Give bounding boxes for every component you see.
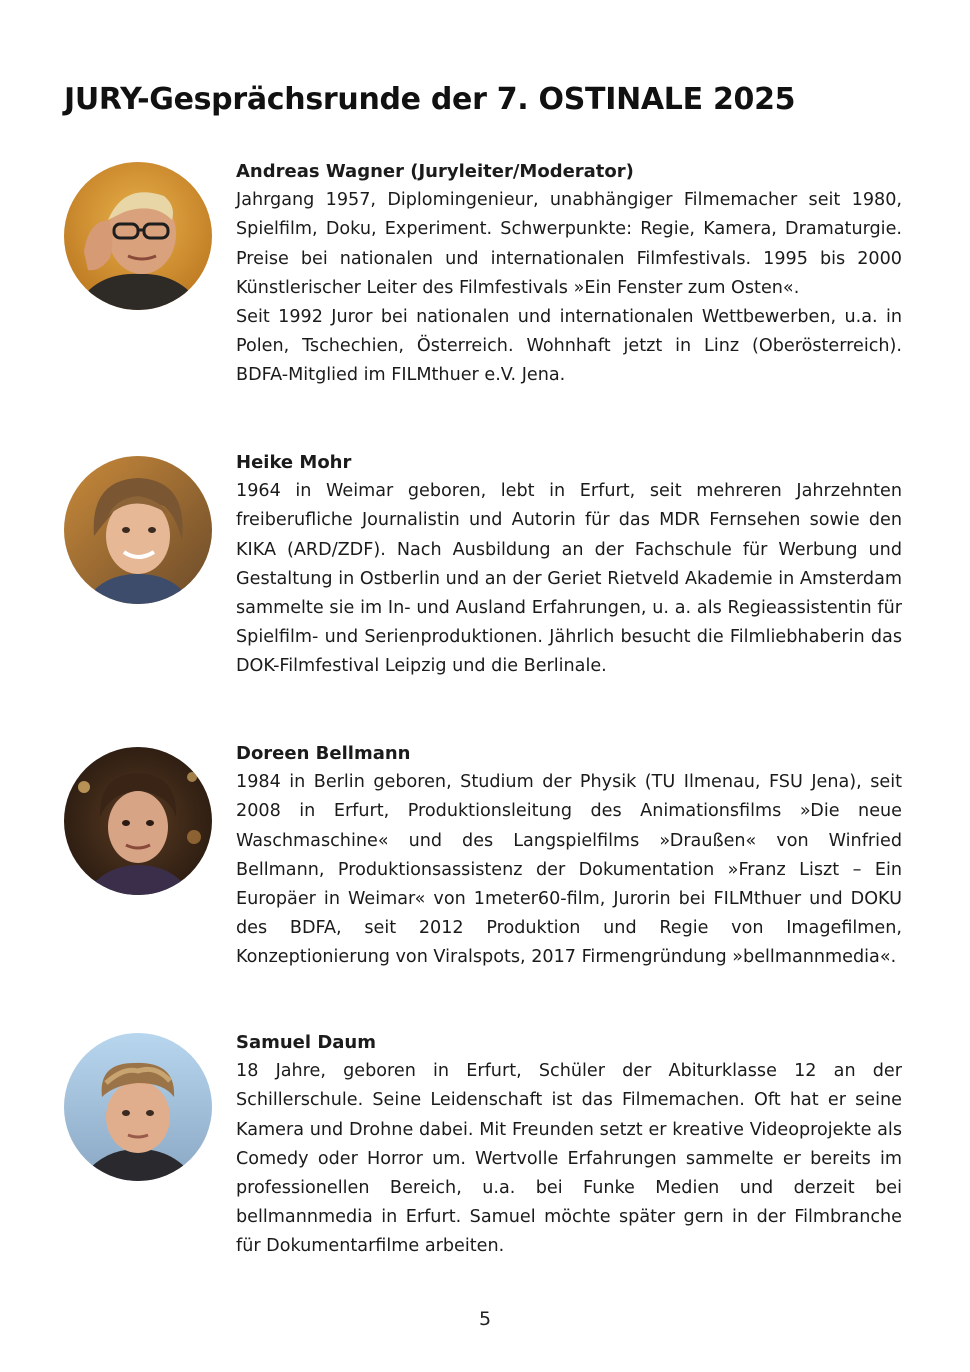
page-number: 5: [478, 1308, 492, 1330]
bio-paragraph: 1964 in Weimar geboren, lebt in Erfurt, seit mehreren Jahrzehnten freiberufliche Journalistin und Autorin für das MDR Fernsehen sowie den KIKA (ARD/ZDF). Nach Ausbildung an der Fachschule für Werbung und Gestaltung in Ostberlin und an der Geriet Rietveld Akademie in Amsterdam sammelte sie im In- und Ausland Erfahrungen, u. a. als Regieassistentin für Spielfilm- und Serienproduktionen. Jährlich besucht die Filmliebhaberin das DOK-Filmfestival Leipzig und die Berlinale.: [236, 481, 902, 677]
bio-paragraph: Jahrgang 1957, Diplomingenieur, unabhängiger Filmemacher seit 1980, Spielfilm, Doku, Experiment. Schwerpunkte: Regie, Kamera, Dramaturgie. Preise bei nationalen und internationalen Filmfestivals. 1995 bis 2000 Künstlerischer Leiter des Filmfestivals »Ein Fenster zum Osten«.: [236, 190, 902, 298]
member-name: Doreen Bellmann: [236, 743, 411, 764]
bio-paragraph: 18 Jahre, geboren in Erfurt, Schüler der Abiturklasse 12 an der Schillerschule. Seine Leidenschaft ist das Filmemachen. Oft hat er seine Kamera und Drohne dabei. Mit Freunden setzt er kreative Videoprojekte als Comedy oder Horror um. Wertvolle Erfahrungen sammelte er bereits im professionellen Bereich, u.a. bei Funke Medien und derzeit bei bellmannmedia in Erfurt. Samuel möchte später gern in der Filmbranche für Dokumentarfilme arbeiten.: [236, 1061, 902, 1257]
member-name: Samuel Daum: [236, 1032, 376, 1053]
portrait-photo: [64, 162, 212, 310]
portrait-photo: [64, 1033, 212, 1181]
member-bio: [236, 448, 902, 682]
member-name: Andreas Wagner (Juryleiter/Moderator): [236, 161, 634, 182]
bio-paragraph: 1984 in Berlin geboren, Studium der Physik (TU Ilmenau, FSU Jena), seit 2008 in Erfurt, Produktionsleitung des Animationsfilms »Die neue Waschmaschine« und des Langspielfilms »Draußen« von Winfried Bellmann, Produktionsassistenz der Dokumentation »Franz Liszt – Ein Europäer in Weimar« von 1meter60-film, Jurorin bei FILMthuer und DOKU des BDFA, seit 2012 Produktion und Regie von Imagefilmen, Konzeptionierung von Viralspots, 2017 Firmengründung »bellmannmedia«.: [236, 772, 902, 968]
member-name: Heike Mohr: [236, 452, 352, 473]
page-title: JURY-Gesprächsrunde der 7. OSTINALE 2025: [64, 82, 796, 117]
bio-paragraph: Seit 1992 Juror bei nationalen und internationalen Wettbewerben, u.a. in Polen, Tschechien, Österreich. Wohnhaft jetzt in Linz (Oberösterreich). BDFA-Mitglied im FILMthuer e.V. Jena.: [236, 307, 902, 386]
member-bio: [236, 157, 902, 391]
portrait-photo: [64, 456, 212, 604]
portrait-photo: [64, 747, 212, 895]
member-bio: [236, 739, 902, 973]
member-bio: [236, 1028, 902, 1262]
